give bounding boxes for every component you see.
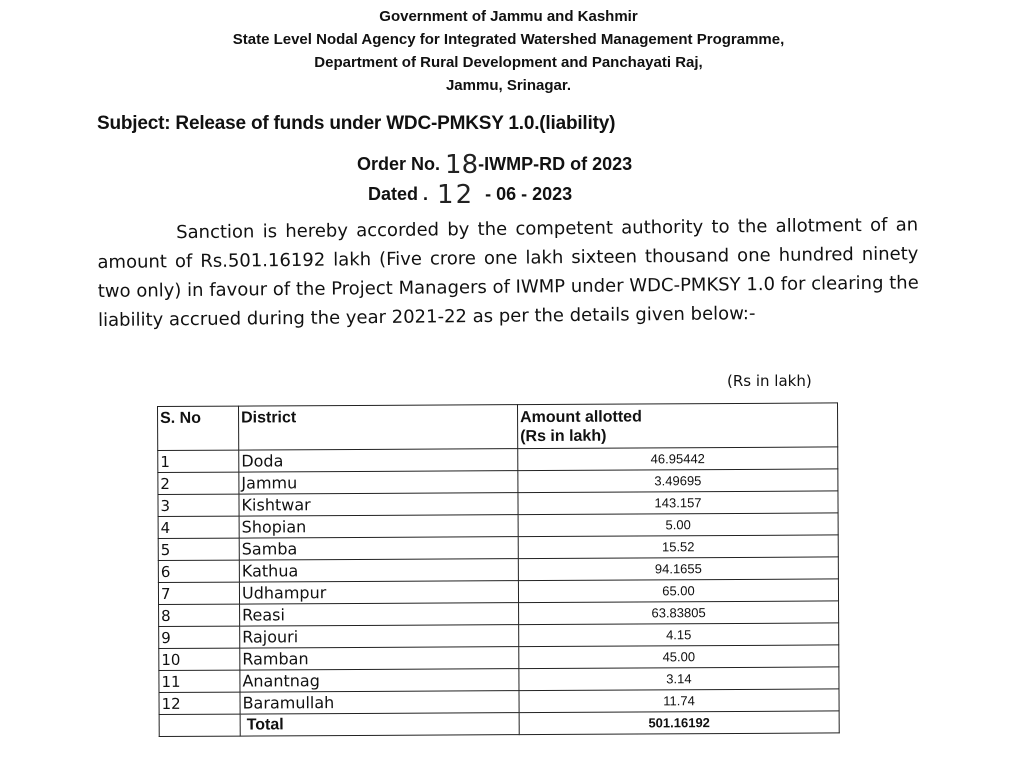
row-district: Ramban bbox=[240, 647, 519, 670]
row-sno: 8 bbox=[159, 604, 240, 626]
row-amount: 4.15 bbox=[519, 623, 839, 647]
row-amount: 5.00 bbox=[518, 513, 838, 537]
unit-note: (Rs in lakh) bbox=[727, 372, 812, 390]
row-amount: 65.00 bbox=[518, 579, 838, 603]
row-amount: 3.49695 bbox=[518, 469, 838, 493]
header-amount-line2: (Rs in lakh) bbox=[520, 427, 607, 446]
row-sno: 2 bbox=[158, 472, 239, 494]
row-sno: 1 bbox=[158, 450, 239, 472]
dated-line bbox=[368, 180, 572, 210]
row-district: Rajouri bbox=[240, 625, 519, 648]
row-district: Reasi bbox=[240, 603, 519, 626]
row-district: Udhampur bbox=[239, 581, 518, 604]
row-district: Jammu bbox=[239, 471, 518, 494]
header-amount-line1: Amount allotted bbox=[520, 408, 642, 427]
header-district: District bbox=[239, 405, 518, 450]
row-district: Shopian bbox=[239, 515, 518, 538]
row-sno: 6 bbox=[158, 560, 239, 582]
row-district: Samba bbox=[239, 537, 518, 560]
row-district: Kathua bbox=[239, 559, 518, 582]
row-sno: 10 bbox=[159, 648, 240, 670]
row-amount: 63.83805 bbox=[519, 601, 839, 625]
row-sno: 3 bbox=[158, 494, 239, 516]
total-row bbox=[159, 711, 839, 737]
row-sno: 11 bbox=[159, 670, 240, 692]
row-amount: 15.52 bbox=[518, 535, 838, 559]
letterhead-government: Government of Jammu and Kashmir bbox=[379, 8, 638, 25]
total-amount: 501.16192 bbox=[519, 711, 839, 735]
row-sno: 4 bbox=[158, 516, 239, 538]
row-sno: 12 bbox=[159, 692, 240, 714]
total-label: Total bbox=[240, 713, 519, 736]
header-sno: S. No bbox=[158, 406, 239, 450]
table-body bbox=[158, 447, 839, 715]
order-suffix: -IWMP-RD of 2023 bbox=[478, 154, 633, 174]
row-amount: 45.00 bbox=[519, 645, 839, 669]
row-sno: 5 bbox=[158, 538, 239, 560]
allocation-table bbox=[157, 402, 840, 737]
order-number-line bbox=[357, 150, 632, 180]
row-amount: 46.95442 bbox=[518, 447, 838, 471]
row-amount: 11.74 bbox=[519, 689, 839, 713]
letterhead-location: Jammu, Srinagar. bbox=[445, 77, 572, 94]
letterhead-department: Department of Rural Development and Panchayati Raj, bbox=[314, 54, 703, 71]
subject-line: Subject: Release of funds under WDC-PMKSY 1.0.(liability) bbox=[97, 113, 616, 134]
row-sno: 7 bbox=[158, 582, 239, 604]
row-district: Doda bbox=[239, 449, 518, 472]
table-header-row bbox=[158, 403, 838, 451]
row-district: Kishtwar bbox=[239, 493, 518, 516]
row-amount: 143.157 bbox=[518, 491, 838, 515]
dated-rest: - 06 - 2023 bbox=[485, 184, 573, 204]
letterhead bbox=[0, 5, 1017, 97]
dated-day-handwritten: 12 bbox=[437, 180, 475, 210]
order-number-handwritten: 18 bbox=[445, 150, 479, 180]
total-blank-cell bbox=[159, 714, 240, 736]
sanction-text: Sanction is hereby accorded by the competent authority to the allotment of an amount of Rs.501.16192 lakh (Five crore one lakh sixteen thousand one hundred ninety two only) in favour of the Project Managers of IWMP under WDC-PMKSY 1.0 for clearing the liability accrued during the year 2021-22 as per the details given below:- bbox=[97, 214, 919, 331]
dated-label: Dated . bbox=[368, 184, 429, 204]
row-amount: 3.14 bbox=[519, 667, 839, 691]
row-district: Anantnag bbox=[240, 669, 519, 692]
sanction-paragraph bbox=[97, 210, 919, 335]
row-sno: 9 bbox=[159, 626, 240, 648]
letterhead-agency: State Level Nodal Agency for Integrated Watershed Management Programme, bbox=[232, 31, 785, 48]
order-prefix: Order No. bbox=[357, 154, 441, 174]
row-district: Baramullah bbox=[240, 691, 519, 714]
header-amount bbox=[517, 403, 837, 449]
row-amount: 94.1655 bbox=[518, 557, 838, 581]
